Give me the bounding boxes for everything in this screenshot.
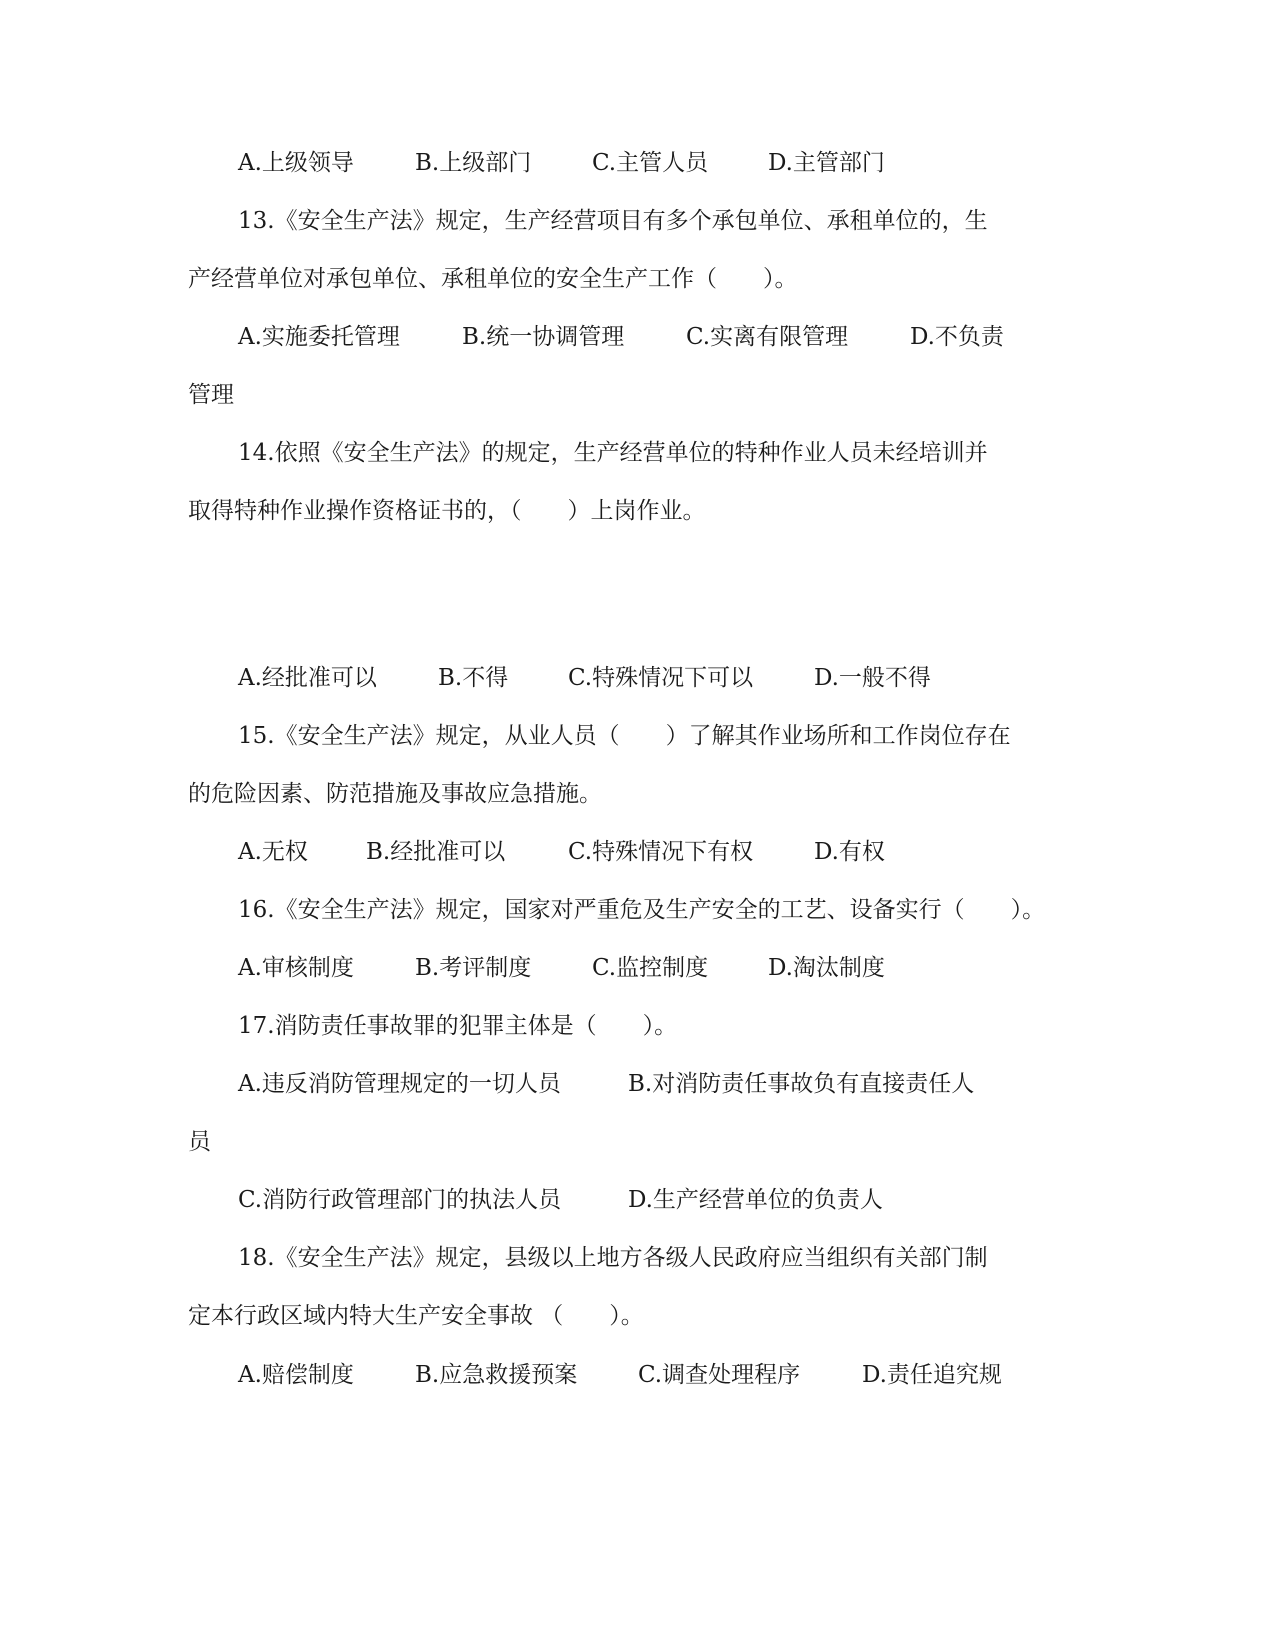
option-b: B.对消防责任事故负有直接责任人 [628, 1071, 975, 1097]
question-17: 17.消防责任事故罪的犯罪主体是（ ）。 [238, 1013, 678, 1039]
option-a: A.赔偿制度 [238, 1362, 354, 1388]
option-b: B.应急救援预案 [415, 1362, 578, 1388]
option-b: B.考评制度 [415, 955, 532, 981]
option-d: D.生产经营单位的负责人 [628, 1187, 883, 1213]
question-13-continued: 产经营单位对承包单位、承租单位的安全生产工作（ ）。 [188, 266, 798, 292]
option-a: A.违反消防管理规定的一切人员 [238, 1071, 561, 1097]
option-a: A.审核制度 [238, 955, 354, 981]
question-15-continued: 的危险因素、防范措施及事故应急措施。 [188, 781, 602, 807]
option-c: C.特殊情况下有权 [568, 839, 754, 865]
question-14-continued: 取得特种作业操作资格证书的，（ ）上岗作业。 [188, 498, 706, 524]
question-18: 18.《安全生产法》规定，县级以上地方各级人民政府应当组织有关部门制 [238, 1245, 988, 1271]
option-a: A.无权 [238, 839, 308, 865]
option-d: D.主管部门 [768, 150, 885, 176]
option-a: A.实施委托管理 [238, 324, 400, 350]
option-d: D.淘汰制度 [768, 955, 885, 981]
question-13: 13.《安全生产法》规定，生产经营项目有多个承包单位、承租单位的，生 [238, 208, 988, 234]
question-18-continued: 定本行政区域内特大生产安全事故 （ ）。 [188, 1303, 644, 1329]
question-15: 15.《安全生产法》规定，从业人员（ ）了解其作业场所和工作岗位存在 [238, 723, 1011, 749]
option-d: D.一般不得 [814, 665, 931, 691]
option-c: C.主管人员 [592, 150, 709, 176]
option-c: C.调查处理程序 [638, 1362, 801, 1388]
option-b: B.不得 [438, 665, 509, 691]
option-d: D.不负责 [910, 324, 1004, 350]
question-16: 16.《安全生产法》规定，国家对严重危及生产安全的工艺、设备实行（ ）。 [238, 897, 1046, 923]
option-c: C.特殊情况下可以 [568, 665, 754, 691]
option-c: C.消防行政管理部门的执法人员 [238, 1187, 562, 1213]
option-b: B.经批准可以 [366, 839, 506, 865]
option-b: B.上级部门 [415, 150, 532, 176]
option-d-continued: 管理 [188, 382, 234, 408]
option-b-continued: 员 [188, 1129, 211, 1155]
option-b: B.统一协调管理 [462, 324, 625, 350]
option-d: D.有权 [814, 839, 885, 865]
option-a: A.经批准可以 [238, 665, 377, 691]
option-d: D.责任追究规 [862, 1362, 1002, 1388]
option-c: C.监控制度 [592, 955, 709, 981]
option-a: A.上级领导 [238, 150, 354, 176]
option-c: C.实离有限管理 [686, 324, 849, 350]
question-14: 14.依照《安全生产法》的规定，生产经营单位的特种作业人员未经培训并 [238, 440, 988, 466]
